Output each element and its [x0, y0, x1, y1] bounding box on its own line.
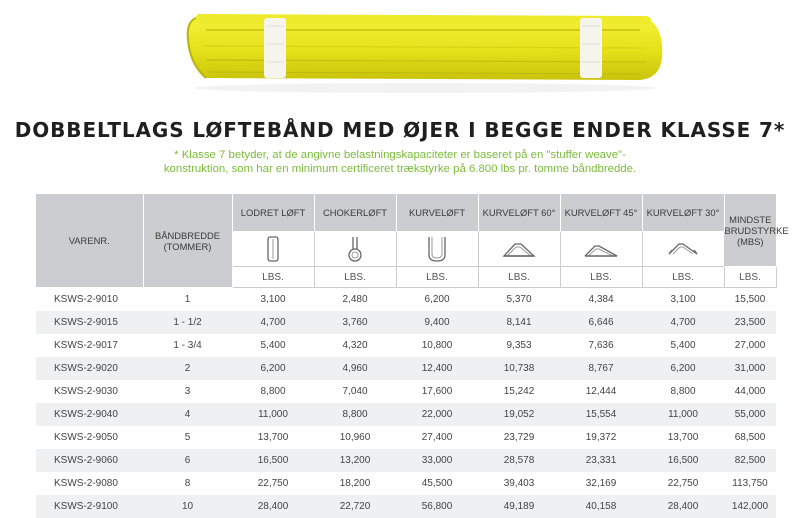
cell-basket: 6,200 — [424, 293, 450, 305]
header-mbs: MINDSTE BRUDSTYRKE (MBS) — [724, 194, 776, 267]
class-note-line1: * Klasse 7 betyder, at de angivne belastningskapaciteter er baseret på en "stuffer weave"- — [174, 149, 626, 161]
cell-varenr: KSWS-2-9040 — [36, 403, 143, 426]
cell-basket-60: 10,738 — [478, 357, 560, 380]
cell-varenr: KSWS-2-9100 — [36, 495, 143, 518]
cell-varenr: KSWS-2-9015 — [36, 311, 143, 334]
table-row — [36, 472, 776, 495]
header-varenr: VARENR. — [36, 194, 143, 288]
cell-mbs: 82,500 — [724, 449, 776, 472]
cell-choker: 4,960 — [314, 357, 396, 380]
cell-varenr: KSWS-2-9017 — [54, 339, 118, 351]
cell-choker: 8,800 — [314, 403, 396, 426]
unit-basket: LBS. — [396, 267, 478, 288]
cell-basket: 10,800 — [421, 339, 453, 351]
basket-60-icon — [501, 238, 537, 260]
cell-basket-30: 5,400 — [670, 339, 696, 351]
table-row — [36, 311, 776, 334]
cell-mbs: 113,750 — [732, 477, 768, 489]
cell-width: 2 — [143, 357, 232, 380]
cell-mbs: 44,000 — [734, 385, 766, 397]
cell-mbs: 27,000 — [734, 339, 766, 351]
cell-basket-45: 40,158 — [560, 495, 642, 518]
basket-30-icon — [665, 238, 701, 260]
cell-vertical: 3,100 — [260, 293, 286, 305]
cell-basket-60: 28,578 — [478, 449, 560, 472]
cell-basket-30: 6,200 — [642, 357, 724, 380]
cell-basket-45: 12,444 — [585, 385, 617, 397]
cell-varenr: KSWS-2-9030 — [54, 385, 118, 397]
cell-vertical: 8,800 — [260, 385, 286, 397]
cell-basket-30: 3,100 — [670, 293, 696, 305]
cell-varenr: KSWS-2-9060 — [36, 449, 143, 472]
choker-hitch-icon — [346, 235, 364, 263]
cell-basket-30: 8,800 — [670, 385, 696, 397]
cell-mbs: 31,000 — [724, 357, 776, 380]
cell-choker: 4,320 — [342, 339, 368, 351]
cell-choker: 7,040 — [342, 385, 368, 397]
cell-basket-45: 4,384 — [588, 293, 614, 305]
cell-varenr: KSWS-2-9020 — [36, 357, 143, 380]
cell-vertical: 11,000 — [232, 403, 314, 426]
cell-basket: 45,500 — [421, 477, 453, 489]
table-row — [36, 334, 776, 357]
cell-basket-60: 9,353 — [506, 339, 532, 351]
cell-basket: 9,400 — [396, 311, 478, 334]
cell-basket-60: 5,370 — [506, 293, 532, 305]
cell-width: 6 — [143, 449, 232, 472]
cell-width: 1 - 1/2 — [143, 311, 232, 334]
cell-basket: 22,000 — [396, 403, 478, 426]
table-row — [36, 495, 776, 518]
table-row — [36, 357, 776, 380]
cell-basket-45: 6,646 — [560, 311, 642, 334]
cell-basket-60: 23,729 — [503, 431, 535, 443]
unit-mbs: LBS. — [724, 267, 776, 288]
cell-width: 5 — [184, 431, 191, 443]
class-note-line2: konstruktion, som har en minimum certificeret trækstyrke på 6.800 lbs pr. tomme båndbredde. — [163, 163, 637, 175]
cell-vertical: 4,700 — [232, 311, 314, 334]
table-row — [36, 449, 776, 472]
cell-basket: 27,400 — [421, 431, 453, 443]
cell-basket-45: 23,331 — [560, 449, 642, 472]
page-title: DOBBELTLAGS LØFTEBÅND MED ØJER I BEGGE ENDER KLASSE 7* — [14, 118, 786, 142]
header-width: BÅNDBREDDE (TOMMER) — [143, 194, 232, 288]
cell-width: 4 — [143, 403, 232, 426]
cell-basket-30: 22,750 — [667, 477, 699, 489]
cell-choker: 22,720 — [314, 495, 396, 518]
cell-varenr: KSWS-2-9050 — [54, 431, 118, 443]
unit-basket-60: LBS. — [478, 267, 560, 288]
cell-mbs: 68,500 — [734, 431, 766, 443]
cell-basket-45: 7,636 — [588, 339, 614, 351]
cell-choker: 2,480 — [342, 293, 368, 305]
cell-width: 3 — [184, 385, 191, 397]
cell-basket-60: 8,141 — [478, 311, 560, 334]
cell-basket-30: 28,400 — [642, 495, 724, 518]
cell-basket-30: 16,500 — [642, 449, 724, 472]
cell-vertical: 22,750 — [257, 477, 289, 489]
cell-mbs: 55,000 — [724, 403, 776, 426]
cell-basket-60: 39,403 — [503, 477, 535, 489]
header-basket-45: KURVELØFT 45° — [560, 194, 642, 232]
cell-basket-30: 11,000 — [642, 403, 724, 426]
header-choker: CHOKERLØFT — [314, 194, 396, 232]
cell-basket-45: 19,372 — [585, 431, 617, 443]
table-row — [36, 403, 776, 426]
cell-basket-45: 15,554 — [560, 403, 642, 426]
header-vertical: LODRET LØFT — [232, 194, 314, 232]
lifting-sling-image — [0, 0, 800, 100]
cell-choker: 3,760 — [314, 311, 396, 334]
cell-vertical: 13,700 — [257, 431, 289, 443]
cell-choker: 13,200 — [314, 449, 396, 472]
cell-width: 1 — [184, 293, 191, 305]
cell-varenr: KSWS-2-9010 — [54, 293, 118, 305]
capacity-table — [36, 194, 789, 518]
cell-basket-60: 49,189 — [478, 495, 560, 518]
cell-basket-30: 4,700 — [642, 311, 724, 334]
basket-hitch-icon — [426, 235, 448, 263]
cell-vertical: 16,500 — [232, 449, 314, 472]
cell-basket: 17,600 — [421, 385, 453, 397]
vertical-hitch-icon — [266, 235, 280, 263]
cell-basket: 56,800 — [396, 495, 478, 518]
cell-basket: 12,400 — [396, 357, 478, 380]
cell-varenr: KSWS-2-9080 — [54, 477, 118, 489]
cell-vertical: 6,200 — [232, 357, 314, 380]
cell-mbs: 15,500 — [734, 293, 766, 305]
cell-basket-30: 13,700 — [667, 431, 699, 443]
unit-vertical: LBS. — [232, 267, 314, 288]
cell-basket-60: 15,242 — [503, 385, 535, 397]
cell-choker: 10,960 — [339, 431, 371, 443]
basket-45-icon — [583, 238, 619, 260]
table-row — [36, 288, 776, 311]
cell-vertical: 28,400 — [232, 495, 314, 518]
unit-basket-30: LBS. — [642, 267, 724, 288]
cell-width: 8 — [184, 477, 191, 489]
cell-mbs: 142,000 — [724, 495, 776, 518]
header-basket-30: KURVELØFT 30° — [642, 194, 724, 232]
cell-basket-60: 19,052 — [478, 403, 560, 426]
cell-basket-45: 32,169 — [585, 477, 617, 489]
unit-basket-45: LBS. — [560, 267, 642, 288]
cell-width: 1 - 3/4 — [173, 339, 202, 351]
unit-choker: LBS. — [314, 267, 396, 288]
table-row — [36, 426, 776, 449]
table-row — [36, 380, 776, 403]
cell-mbs: 23,500 — [724, 311, 776, 334]
header-basket: KURVELØFT — [396, 194, 478, 232]
cell-choker: 18,200 — [339, 477, 371, 489]
cell-width: 10 — [143, 495, 232, 518]
cell-vertical: 5,400 — [260, 339, 286, 351]
cell-basket: 33,000 — [396, 449, 478, 472]
cell-basket-45: 8,767 — [560, 357, 642, 380]
header-basket-60: KURVELØFT 60° — [478, 194, 560, 232]
